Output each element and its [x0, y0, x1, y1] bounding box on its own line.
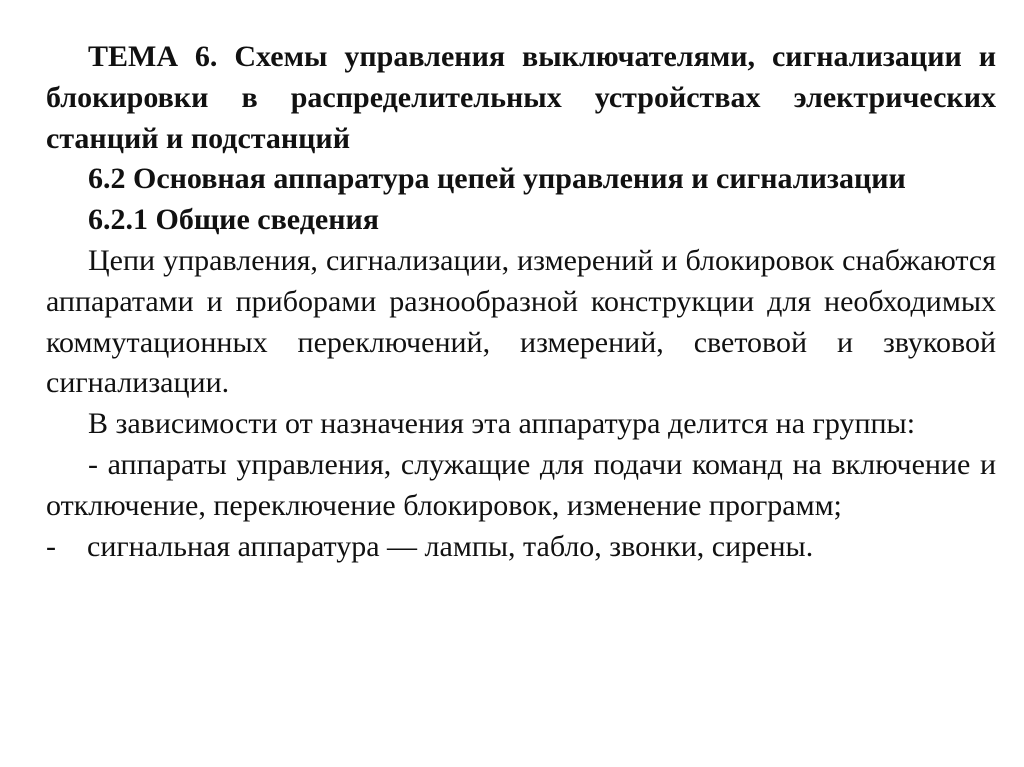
topic-heading: ТЕМА 6. Схемы управления выключателями, сигнализации и блокировки в распределительных устройствах электрических станций и подстанций	[46, 40, 996, 155]
section-heading: 6.2 Основная аппаратура цепей управления и сигнализации	[88, 162, 906, 196]
list-item-signal-devices	[46, 527, 996, 568]
paragraph-1: Цепи управления, сигнализации, измерений и блокировок снабжаются аппаратами и приборами разнообразной конструкции для необходимых коммутационных переключений, измерений, световой и звуковой сигнализации.	[46, 243, 996, 400]
slide-content	[46, 37, 996, 567]
list-dash: -	[46, 529, 56, 563]
list-item-signal-devices-text: сигнальная аппаратура — лампы, табло, звонки, сирены.	[87, 529, 814, 563]
paragraph-2: В зависимости от назначения эта аппаратура делится на группы:	[88, 407, 916, 441]
subsection-heading: 6.2.1 Общие сведения	[88, 203, 379, 237]
list-item-control-devices: - аппараты управления, служащие для подачи команд на включение и отключение, переключение блокировок, изменение программ;	[46, 447, 996, 522]
